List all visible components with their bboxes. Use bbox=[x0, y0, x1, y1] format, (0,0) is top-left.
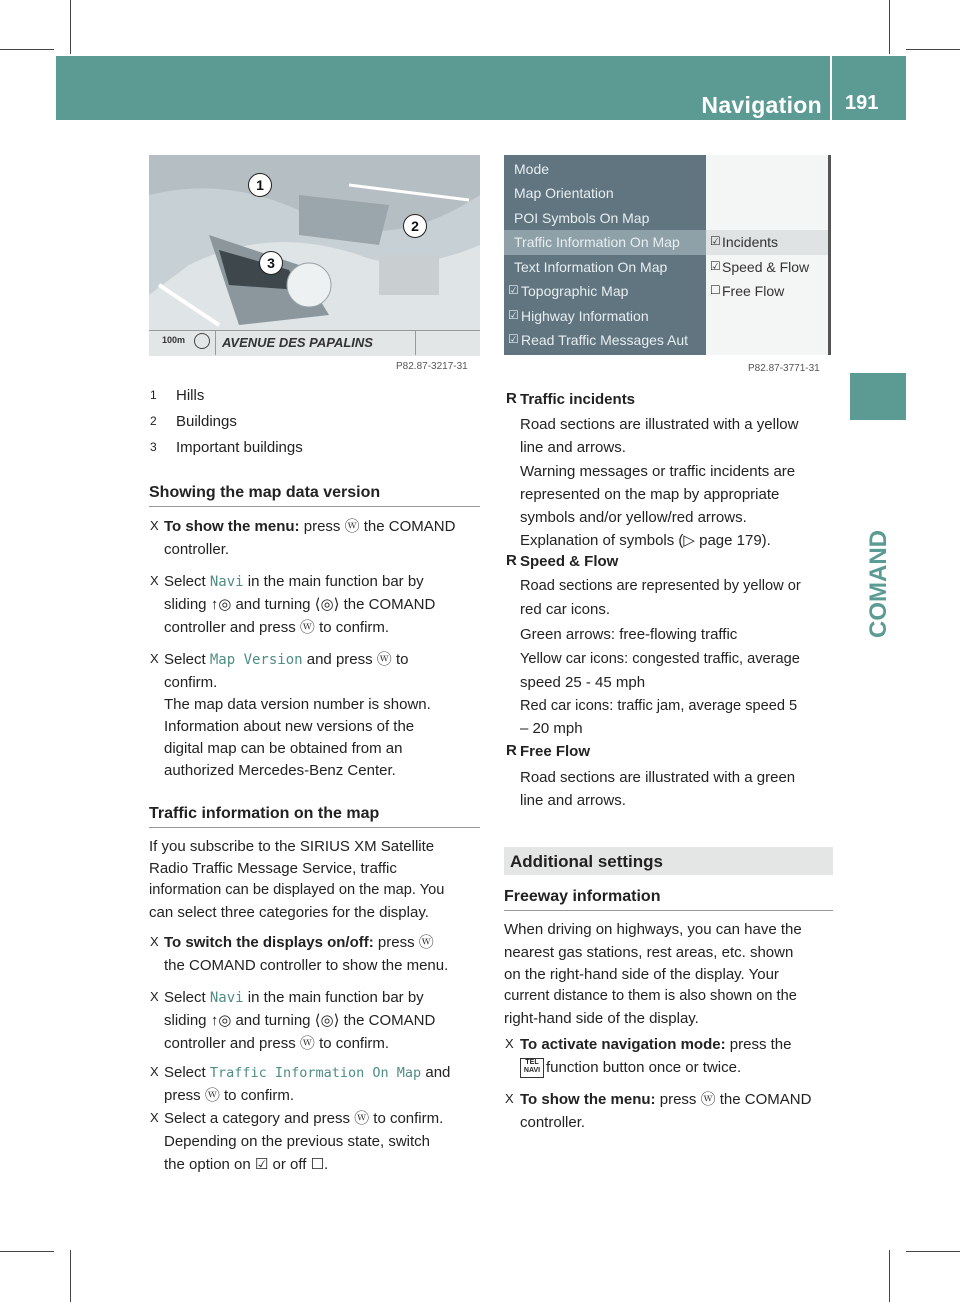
bullet-text: Yellow car icons: congested traffic, average bbox=[520, 651, 800, 667]
step-part: Select bbox=[164, 573, 210, 590]
step-text: Information about new versions of the bbox=[164, 718, 415, 735]
crop-mark bbox=[906, 1251, 960, 1252]
legend-num: 1 bbox=[150, 388, 157, 402]
menu-term: Navi bbox=[209, 990, 244, 1006]
step-text: sliding ↑◎ and turning ⟨◎⟩ the COMAND bbox=[164, 1012, 436, 1029]
step-text: controller. bbox=[520, 1114, 586, 1131]
step-text bbox=[520, 1033, 791, 1056]
step-marker: X bbox=[150, 934, 159, 949]
heading-rule bbox=[149, 827, 480, 828]
step-text: controller and press ⓦ to confirm. bbox=[164, 619, 390, 636]
paragraph-line: When driving on highways, you can have the bbox=[504, 921, 802, 938]
bullet-text: red car icons. bbox=[520, 601, 611, 618]
menu-item-topographic: Topographic Map bbox=[521, 283, 629, 299]
option-free-flow: Free Flow bbox=[722, 283, 785, 299]
crop-mark bbox=[70, 0, 71, 54]
figure-code: P82.87-3771-31 bbox=[748, 363, 820, 374]
checkbox-icon: ☑ bbox=[508, 308, 519, 322]
tel-navi-icon bbox=[520, 1058, 544, 1078]
bullet-text: symbols and/or yellow/red arrows. bbox=[520, 509, 747, 526]
bullet-text: line and arrows. bbox=[520, 439, 626, 456]
step-marker: X bbox=[505, 1036, 514, 1051]
checkbox-icon: ☑ bbox=[710, 234, 721, 248]
bullet: R bbox=[506, 552, 517, 569]
bullet: R bbox=[506, 390, 517, 407]
option-speed-flow: Speed & Flow bbox=[722, 259, 810, 275]
step-text bbox=[164, 931, 434, 954]
bullet-text: Explanation of symbols (▷ page 179). bbox=[520, 532, 771, 549]
map-figure bbox=[149, 155, 480, 355]
step-text: The map data version number is shown. bbox=[164, 696, 431, 713]
step-text: function button once or twice. bbox=[546, 1059, 742, 1076]
bullet-text: Road sections are represented by yellow or bbox=[520, 578, 801, 594]
paragraph-line: information can be displayed on the map. You bbox=[149, 882, 445, 898]
checkbox-icon: ☑ bbox=[710, 259, 721, 273]
figure-code: P82.87-3217-31 bbox=[396, 361, 468, 372]
scrollbar bbox=[828, 155, 831, 355]
crop-mark bbox=[0, 49, 54, 50]
step-part: and bbox=[421, 1064, 451, 1081]
heading-rule bbox=[149, 506, 480, 507]
step-rest: press ⓦ the COMAND bbox=[655, 1091, 812, 1108]
bullet-title: Speed & Flow bbox=[520, 553, 619, 570]
step-text: Depending on the previous state, switch bbox=[164, 1133, 430, 1150]
menu-term: Traffic Information On Map bbox=[209, 1065, 422, 1081]
step-text: press ⓦ to confirm. bbox=[164, 1087, 295, 1104]
bar-divider bbox=[215, 330, 216, 355]
section-heading: Showing the map data version bbox=[149, 484, 381, 501]
step-text bbox=[520, 1088, 811, 1111]
checkbox-icon: ☑ bbox=[508, 283, 519, 297]
menu-item-read-traffic: Read Traffic Messages Aut bbox=[521, 332, 689, 348]
map-illustration bbox=[149, 155, 480, 355]
paragraph-line: Radio Traffic Message Service, traffic bbox=[149, 860, 397, 877]
page-number: 191 bbox=[845, 92, 879, 114]
side-tab-label-wrap bbox=[854, 530, 904, 640]
callout-2: 2 bbox=[403, 214, 427, 238]
step-text bbox=[164, 515, 455, 538]
menu-item-text-info: Text Information On Map bbox=[514, 259, 668, 275]
menu-item-poi: POI Symbols On Map bbox=[514, 210, 650, 226]
step-text bbox=[164, 1061, 450, 1085]
paragraph-line: on the right-hand side of the display. Your bbox=[504, 966, 779, 983]
paragraph-line: current distance to them is also shown on the bbox=[504, 988, 797, 1004]
step-marker: X bbox=[150, 518, 159, 533]
step-text bbox=[164, 986, 424, 1010]
step-rest: press ⓦ the COMAND bbox=[299, 518, 456, 535]
step-marker: X bbox=[150, 1064, 159, 1079]
page-title: Navigation bbox=[701, 92, 822, 118]
step-marker: X bbox=[505, 1091, 514, 1106]
step-marker: X bbox=[150, 1110, 159, 1125]
step-rest: press the bbox=[725, 1036, 792, 1053]
bullet-text: – 20 mph bbox=[520, 720, 583, 737]
checkbox-icon: ☑ bbox=[508, 332, 519, 346]
tel-navi-label: TEL NAVI bbox=[523, 1059, 541, 1074]
menu-item-highway: Highway Information bbox=[521, 308, 649, 324]
menu-item-traffic-info: Traffic Information On Map bbox=[514, 234, 680, 250]
step-part: Select bbox=[164, 1064, 210, 1081]
legend-text: Buildings bbox=[176, 413, 237, 430]
menu-term: Map Version bbox=[209, 652, 303, 668]
legend-text: Hills bbox=[176, 387, 205, 404]
step-rest: press ⓦ bbox=[373, 934, 434, 951]
paragraph-line: If you subscribe to the SIRIUS XM Satellite bbox=[149, 838, 435, 855]
bullet-text: Warning messages or traffic incidents are bbox=[520, 463, 796, 480]
subsection-heading: Additional settings bbox=[510, 852, 663, 871]
bullet: R bbox=[506, 742, 517, 759]
section-heading: Freeway information bbox=[504, 888, 661, 905]
step-bold: To switch the displays on/off: bbox=[164, 934, 374, 951]
step-part: Select bbox=[164, 989, 210, 1006]
street-name: AVENUE DES PAPALINS bbox=[222, 335, 373, 350]
callout-1: 1 bbox=[248, 173, 272, 197]
step-marker: X bbox=[150, 989, 159, 1004]
step-text: confirm. bbox=[164, 674, 218, 691]
step-text: digital map can be obtained from an bbox=[164, 740, 403, 757]
scale-label: 100m bbox=[162, 335, 186, 345]
step-bold: To show the menu: bbox=[520, 1091, 656, 1108]
bullet-text: speed 25 - 45 mph bbox=[520, 674, 646, 691]
step-part: Select bbox=[164, 651, 210, 668]
menu-item-mode: Mode bbox=[514, 161, 550, 177]
paragraph-line: can select three categories for the display. bbox=[149, 904, 429, 921]
section-heading: Traffic information on the map bbox=[149, 805, 380, 822]
step-bold: To show the menu: bbox=[164, 518, 300, 535]
bullet-title: Free Flow bbox=[520, 743, 591, 760]
bullet-text: Road sections are illustrated with a yellow bbox=[520, 416, 799, 433]
bullet-text: Red car icons: traffic jam, average speed 5 bbox=[520, 698, 798, 714]
side-tab-label: COMAND bbox=[865, 530, 892, 638]
option-incidents: Incidents bbox=[722, 234, 779, 250]
bullet-title: Traffic incidents bbox=[520, 391, 636, 408]
menu-item-map-orientation: Map Orientation bbox=[514, 185, 614, 201]
bullet-text: line and arrows. bbox=[520, 792, 626, 809]
bullet-text: Road sections are illustrated with a green bbox=[520, 769, 796, 786]
empty-box-icon: ☐ bbox=[710, 283, 721, 297]
step-marker: X bbox=[150, 573, 159, 588]
step-text: sliding ↑◎ and turning ⟨◎⟩ the COMAND bbox=[164, 596, 436, 613]
crop-mark bbox=[889, 1250, 890, 1302]
heading-rule bbox=[504, 910, 833, 911]
step-text: authorized Mercedes-Benz Center. bbox=[164, 762, 396, 779]
side-tab bbox=[850, 373, 906, 420]
bar-divider bbox=[415, 330, 416, 355]
crop-mark bbox=[889, 0, 890, 54]
step-text: controller. bbox=[164, 541, 230, 558]
step-text: controller and press ⓦ to confirm. bbox=[164, 1035, 390, 1052]
step-text: the option on ☑ or off ☐. bbox=[164, 1156, 329, 1173]
step-text: the COMAND controller to show the menu. bbox=[164, 957, 449, 974]
step-text bbox=[164, 648, 408, 672]
bullet-text: represented on the map by appropriate bbox=[520, 486, 780, 503]
step-text bbox=[164, 570, 424, 594]
menu-term: Navi bbox=[209, 574, 244, 590]
crop-mark bbox=[906, 49, 960, 50]
bullet-text: Green arrows: free-flowing traffic bbox=[520, 626, 738, 643]
crop-mark bbox=[70, 1250, 71, 1302]
legend-text: Important buildings bbox=[176, 439, 303, 456]
header-divider bbox=[830, 56, 832, 120]
step-part: in the main function bar by bbox=[243, 989, 424, 1006]
step-text: Select a category and press ⓦ to confirm. bbox=[164, 1110, 444, 1127]
step-bold: To activate navigation mode: bbox=[520, 1036, 726, 1053]
legend-num: 2 bbox=[150, 414, 157, 428]
crop-mark bbox=[0, 1251, 54, 1252]
paragraph-line: right-hand side of the display. bbox=[504, 1010, 699, 1027]
step-part: in the main function bar by bbox=[243, 573, 424, 590]
legend-num: 3 bbox=[150, 440, 157, 454]
step-marker: X bbox=[150, 651, 159, 666]
compass-icon bbox=[194, 333, 210, 349]
paragraph-line: nearest gas stations, rest areas, etc. shown bbox=[504, 944, 794, 961]
submenu-panel bbox=[706, 155, 830, 355]
step-part: and press ⓦ to bbox=[302, 651, 409, 668]
callout-3: 3 bbox=[259, 251, 283, 275]
